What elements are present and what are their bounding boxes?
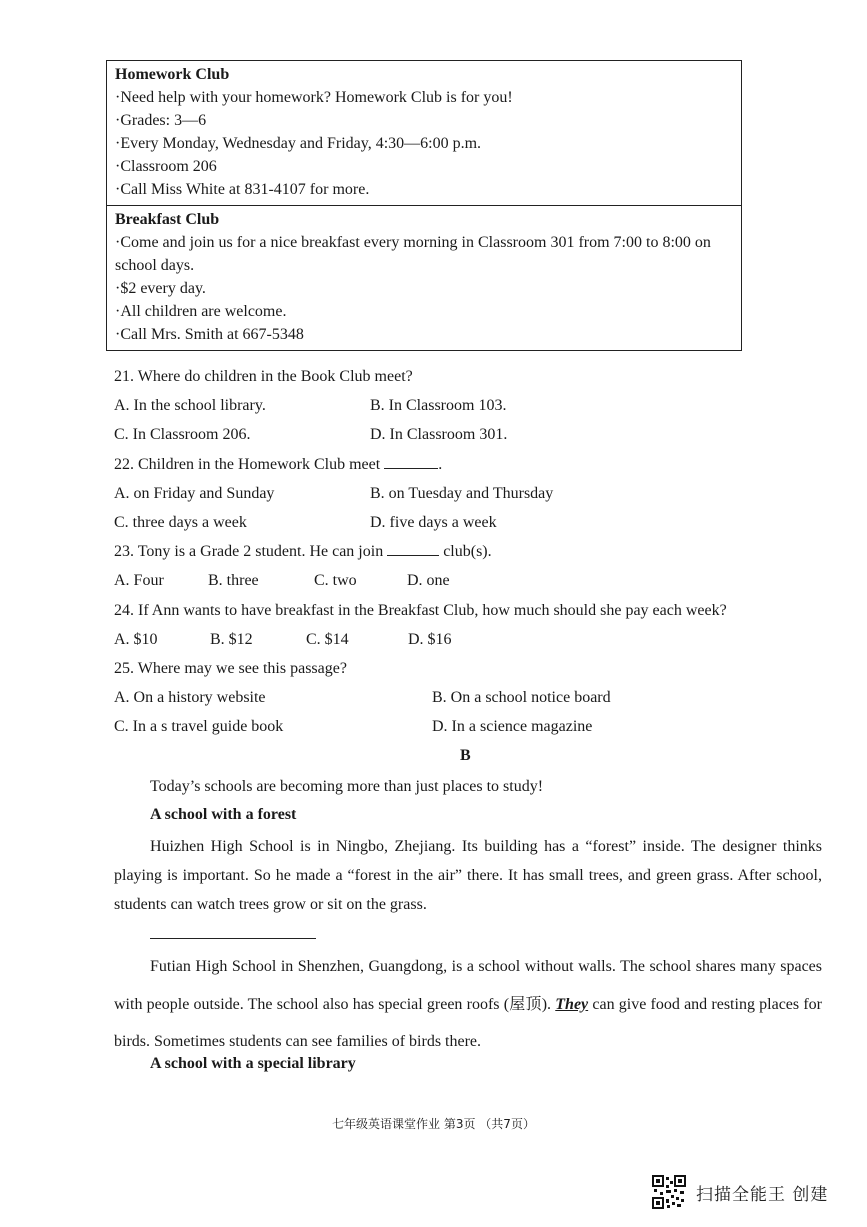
breakfast-club-title: Breakfast Club xyxy=(115,211,220,228)
breakfast-club-line: ·$2 every day. xyxy=(115,280,206,297)
q21-option-d: D. In Classroom 301. xyxy=(370,426,508,443)
answer-blank xyxy=(387,541,439,556)
breakfast-club-section xyxy=(107,205,741,350)
q21-option-a: A. In the school library. xyxy=(114,397,266,414)
answer-blank xyxy=(384,454,438,469)
q24-option-a: A. $10 xyxy=(114,631,158,648)
underlined-word-they: They xyxy=(555,995,589,1013)
section-b-intro: Today’s schools are becoming more than just places to study! xyxy=(150,778,544,795)
breakfast-club-line: ·All children are welcome. xyxy=(115,303,287,320)
q23-stem-text: 23. Tony is a Grade 2 student. He can join xyxy=(114,543,384,560)
forest-school-heading: A school with a forest xyxy=(150,806,297,823)
homework-club-line: ·Need help with your homework? Homework Club is for you! xyxy=(115,89,513,106)
q24-option-b: B. $12 xyxy=(210,631,253,648)
question-25-stem: 25. Where may we see this passage? xyxy=(114,660,347,677)
q22-option-c: C. three days a week xyxy=(114,514,247,531)
q23-option-c: C. two xyxy=(314,572,357,589)
homework-club-section xyxy=(107,61,741,205)
q23-option-b: B. three xyxy=(208,572,259,589)
q21-option-b: B. In Classroom 103. xyxy=(370,397,507,414)
section-b-label: B xyxy=(460,747,471,764)
question-23-stem xyxy=(114,541,492,563)
q22-option-d: D. five days a week xyxy=(370,514,497,531)
page-footer: 七年级英语课堂作业 第3页 （共7页） xyxy=(332,1117,535,1131)
breakfast-club-line: ·Come and join us for a nice breakfast every morning in Classroom 301 from 7:00 to 8:00 on school days. xyxy=(115,234,711,274)
q25-option-a: A. On a history website xyxy=(114,689,266,706)
q23-option-a: A. Four xyxy=(114,572,164,589)
q25-option-b: B. On a school notice board xyxy=(432,689,611,706)
breakfast-club-line: ·Call Mrs. Smith at 667-5348 xyxy=(115,326,304,343)
scanner-watermark xyxy=(652,1175,828,1209)
q23-option-d: D. one xyxy=(407,572,450,589)
q25-option-c: C. In a s travel guide book xyxy=(114,718,284,735)
q24-option-c: C. $14 xyxy=(306,631,349,648)
homework-club-line: ·Every Monday, Wednesday and Friday, 4:30—6:00 p.m. xyxy=(115,135,482,152)
q23-stem-end: club(s). xyxy=(443,543,492,560)
homework-club-title: Homework Club xyxy=(115,66,230,83)
homework-club-line: ·Classroom 206 xyxy=(115,158,217,175)
homework-club-line: ·Call Miss White at 831-4107 for more. xyxy=(115,181,370,198)
qr-code-icon xyxy=(652,1175,686,1209)
question-22-stem xyxy=(114,454,442,476)
q22-stem-text: 22. Children in the Homework Club meet xyxy=(114,456,381,473)
q25-option-d: D. In a science magazine xyxy=(432,718,593,735)
question-21-stem: 21. Where do children in the Book Club meet? xyxy=(114,368,413,385)
q21-option-c: C. In Classroom 206. xyxy=(114,426,251,443)
futian-school-paragraph xyxy=(114,948,822,1061)
q22-option-a: A. on Friday and Sunday xyxy=(114,485,275,502)
q24-option-d: D. $16 xyxy=(408,631,452,648)
para2-text-start: Futian High School in Shenzhen, Guangdong, is a school without walls. The school shares many spaces with people outside. The school also has special green roofs (屋顶). xyxy=(114,958,822,1013)
forest-school-paragraph: Huizhen High School is in Ningbo, Zhejiang. Its building has a “forest” inside. The designer thinks playing is important. So he made a “forest in the air” there. It has small trees, and green grass. After school, students can watch trees grow or sit on the grass. xyxy=(114,838,822,913)
watermark-text: 扫描全能王 创建 xyxy=(696,1184,829,1205)
library-school-heading: A school with a special library xyxy=(150,1055,356,1072)
question-24-stem: 24. If Ann wants to have breakfast in the Breakfast Club, how much should she pay each week? xyxy=(114,602,727,619)
missing-heading-blank xyxy=(150,938,316,939)
club-notice-box xyxy=(106,60,742,351)
q22-stem-end: . xyxy=(438,456,443,473)
homework-club-line: ·Grades: 3—6 xyxy=(115,112,207,129)
para2-text-end: can give food and resting places for birds. Sometimes students can see families of birds there. xyxy=(114,995,823,1050)
q22-option-b: B. on Tuesday and Thursday xyxy=(370,485,554,502)
